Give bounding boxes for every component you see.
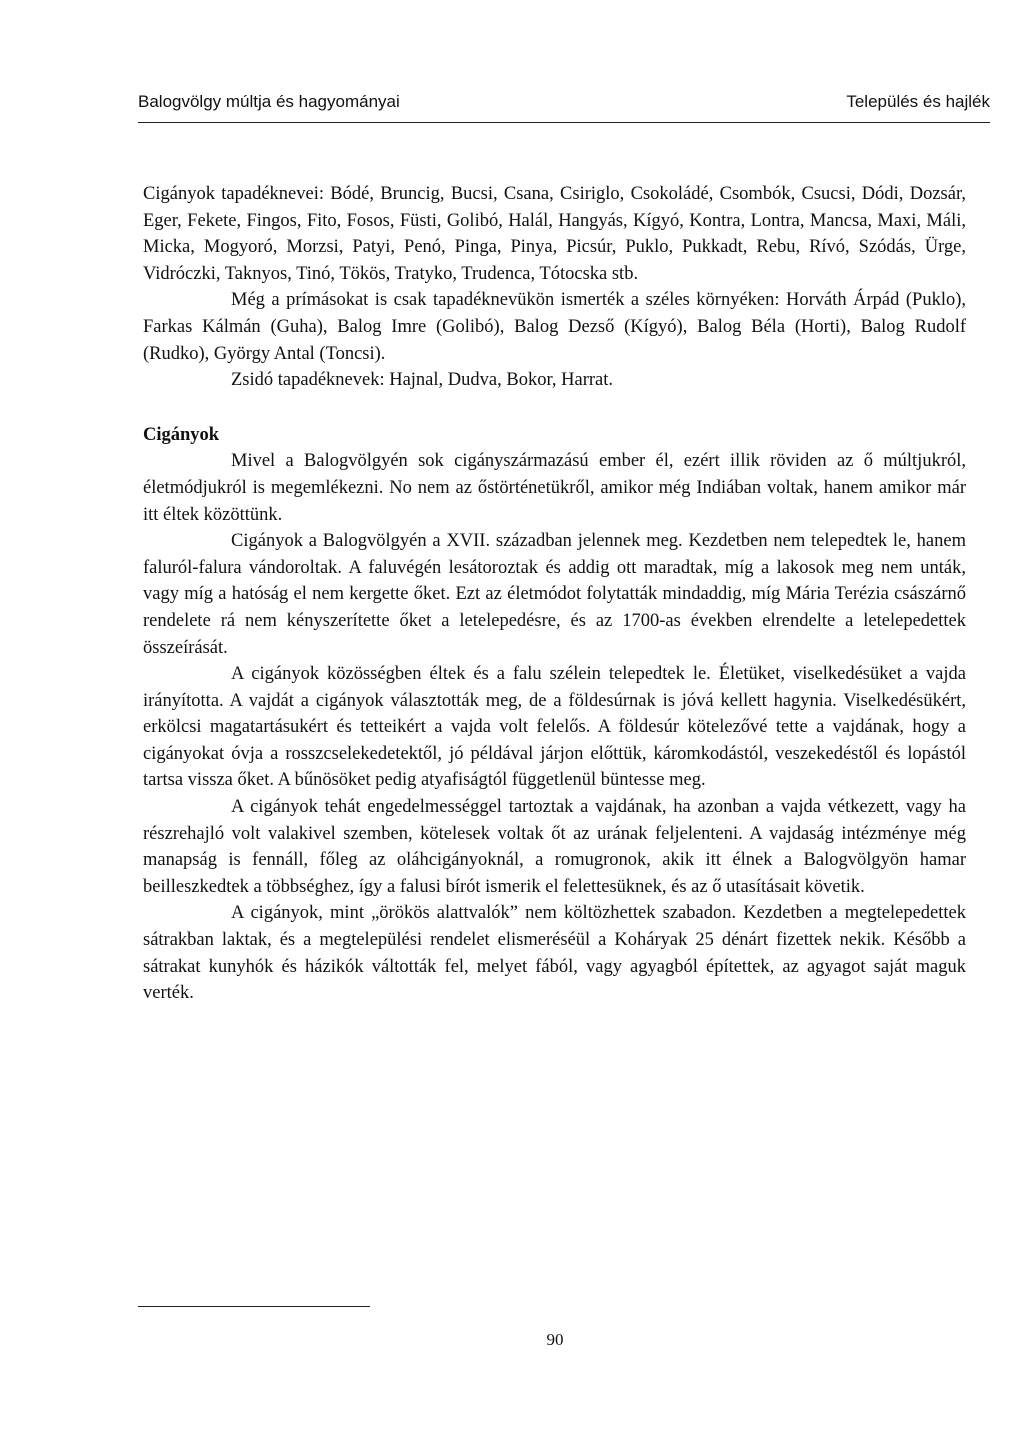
paragraph-gypsy-nicknames: Cigányok tapadéknevei: Bódé, Bruncig, Bucsi, Csana, Csiriglo, Csokoládé, Csombók, Csucsi, Dódi, Dozsár, Eger, Fekete, Fingos, Fito, Fosos, Füsti, Golibó, Halál, Hangyás, Kígyó, Kontra, Lontra, Mancsa, Maxi, Máli, Micka, Mogyoró, Morzsi, Patyi, Penó, Pinga, Pinya, Picsúr, Puklo, Pukkadt, Rebu, Rívó, Szódás, Ürge, Vidróczki, Taknyos, Tinó, Tökös, Tratyko, Trudenca, Tótocska stb.: [143, 184, 966, 284]
chapter-title: Település és hajlék: [846, 92, 990, 111]
paragraph-community: A cigányok közösségben éltek és a falu szélein telepedtek le. Életüket, viselkedésüket a vajda irányította. A vajdát a cigányok választották meg, de a földesúrnak is jóvá kellett hagynia. Viselkedésükért, erkölcsi magatartásukért és tetteikért a vajda volt felelős. A földesúr kötelezővé tette a vajdának, hogy a cigányokat óvja a rosszcselekedetektől, jó példával járjon előttük, káromkodástól, veszekedéstől és lopástól tartsa vissza őket. A bűnösöket pedig atyafiságtól függetlenül büntesse meg.: [143, 664, 966, 791]
footer-rule: [138, 1306, 370, 1307]
section-heading: Cigányok: [143, 424, 220, 445]
page-body: [143, 181, 966, 1007]
section-spacer: [143, 394, 966, 422]
paragraph-primas: Még a prímásokat is csak tapadéknevükön ismerték a széles környéken: Horváth Árpád (Puklo), Farkas Kálmán (Guha), Balog Imre (Golibó), Balog Dezső (Kígyó), Balog Béla (Horti), Balog Rudolf (Rudko), György Antal (Toncsi).: [143, 290, 966, 364]
paragraph-history: Cigányok a Balogvölgyén a XVII. században jelennek meg. Kezdetben nem telepedtek le, hanem faluról-falura vándoroltak. A faluvégén lesátoroztak és addig ott maradtak, míg a lakosok meg nem unták, vagy míg a hatóság el nem kergette őket. Ezt az életmódot folytatták mindaddig, míg Mária Terézia császárnő rendelete rá nem kényszerítette őket a letelepedésre, és az 1700-as években elrendelte a letelepedettek összeírását.: [143, 531, 966, 658]
paragraph-jewish-nicknames: Zsidó tapadéknevek: Hajnal, Dudva, Bokor, Harrat.: [231, 370, 613, 391]
running-header: [138, 92, 990, 122]
paragraph-intro: Mivel a Balogvölgyén sok cigányszármazású ember él, ezért illik röviden az ő múltjukról, életmódjukról is megemlékezni. No nem az őstörténetükről, amikor még Indiában voltak, hanem amikor már itt éltek közöttünk.: [143, 451, 966, 525]
book-title: Balogvölgy múltja és hagyományai: [138, 92, 400, 111]
page-number: 90: [546, 1330, 564, 1349]
paragraph-obedience: A cigányok tehát engedelmességgel tartoztak a vajdának, ha azonban a vajda vétkezett, vagy ha részrehajló volt valakivel szemben, kötelesek voltak őt az urának feljelenteni. A vajdaság intézménye még manapság is fennáll, főleg az oláhcigányoknál, a romugronok, akik itt élnek a Balogvölgyön hamar beilleszkedtek a többséghez, így a falusi bírót ismerik el felettesüknek, és az ő utasításait követik.: [143, 797, 966, 897]
header-rule: [138, 122, 990, 123]
paragraph-housing: A cigányok, mint „örökös alattvalók” nem költözhettek szabadon. Kezdetben a megtelepedettek sátrakban laktak, és a megtelepülési rendelet elismeréséül a Koháryak 25 dénárt fizettek nekik. Később a sátrakat kunyhók és házikók váltották fel, melyet fából, vagy agyagból építettek, az agyagot saját maguk verték.: [143, 903, 966, 1004]
